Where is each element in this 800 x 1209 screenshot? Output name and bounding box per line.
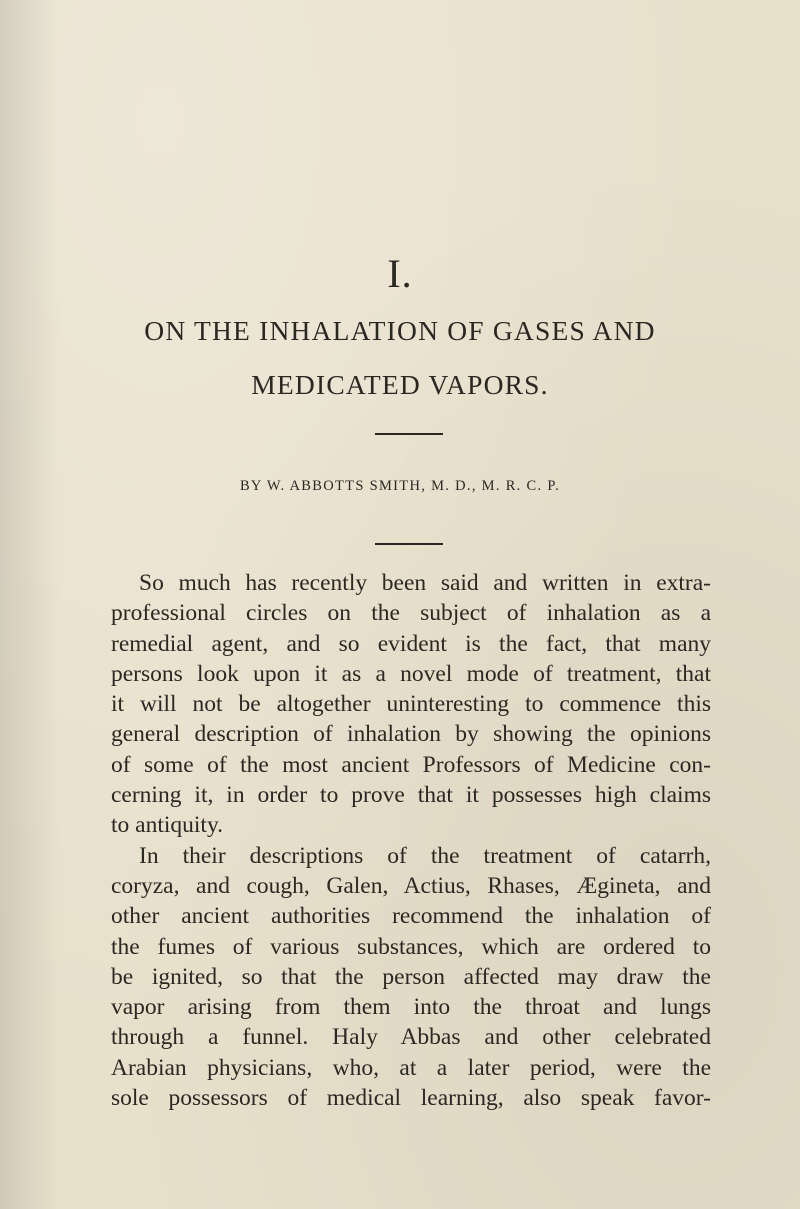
paragraph-line: sole possessors of medical learning, also speak favor- — [111, 1085, 711, 1112]
body-text — [111, 568, 711, 1113]
paragraph-line: of some of the most ancient Professors of Medicine con- — [111, 751, 711, 778]
chapter-title-line-2: MEDICATED VAPORS. — [251, 369, 549, 400]
paragraph-line: remedial agent, and so evident is the fact, that many — [111, 630, 711, 657]
paragraph-line: So much has recently been said and written in extra- — [139, 570, 711, 596]
paragraph-line: Arabian physicians, who, at a later period, were the — [111, 1054, 711, 1081]
paragraph-line: In their descriptions of the treatment of catarrh, — [139, 842, 711, 869]
paragraph-line: through a funnel. Haly Abbas and other celebrated — [111, 1024, 711, 1051]
paragraph-line: it will not be altogether uninteresting to commence this — [111, 691, 711, 718]
title-divider-rule — [375, 433, 443, 435]
author-byline: BY W. ABBOTTS SMITH, M. D., M. R. C. P. — [239, 478, 561, 494]
paragraph-line: cerning it, in order to prove that it possesses high claims — [111, 782, 711, 809]
paragraph-line: professional circles on the subject of inhalation as a — [111, 600, 711, 627]
paragraph-line: coryza, and cough, Galen, Actius, Rhases, Ægineta, and — [111, 872, 711, 899]
paragraph-line: be ignited, so that the person affected may draw the — [111, 963, 711, 990]
paragraph-line: persons look upon it as a novel mode of treatment, that — [111, 660, 711, 687]
page-gutter-shadow — [0, 0, 60, 1209]
byline-divider-rule — [375, 543, 443, 545]
paragraph-line: to antiquity. — [111, 812, 224, 839]
paragraph-line: vapor arising from them into the throat and lungs — [111, 994, 711, 1021]
paragraph-line: other ancient authorities recommend the inhalation of — [111, 903, 711, 930]
paragraph-line: general description of inhalation by showing the opinions — [111, 721, 711, 748]
paragraph-line: the fumes of various substances, which are ordered to — [111, 933, 711, 960]
chapter-title-line-1: ON THE INHALATION OF GASES AND — [144, 315, 656, 346]
chapter-number: I. — [387, 251, 413, 296]
